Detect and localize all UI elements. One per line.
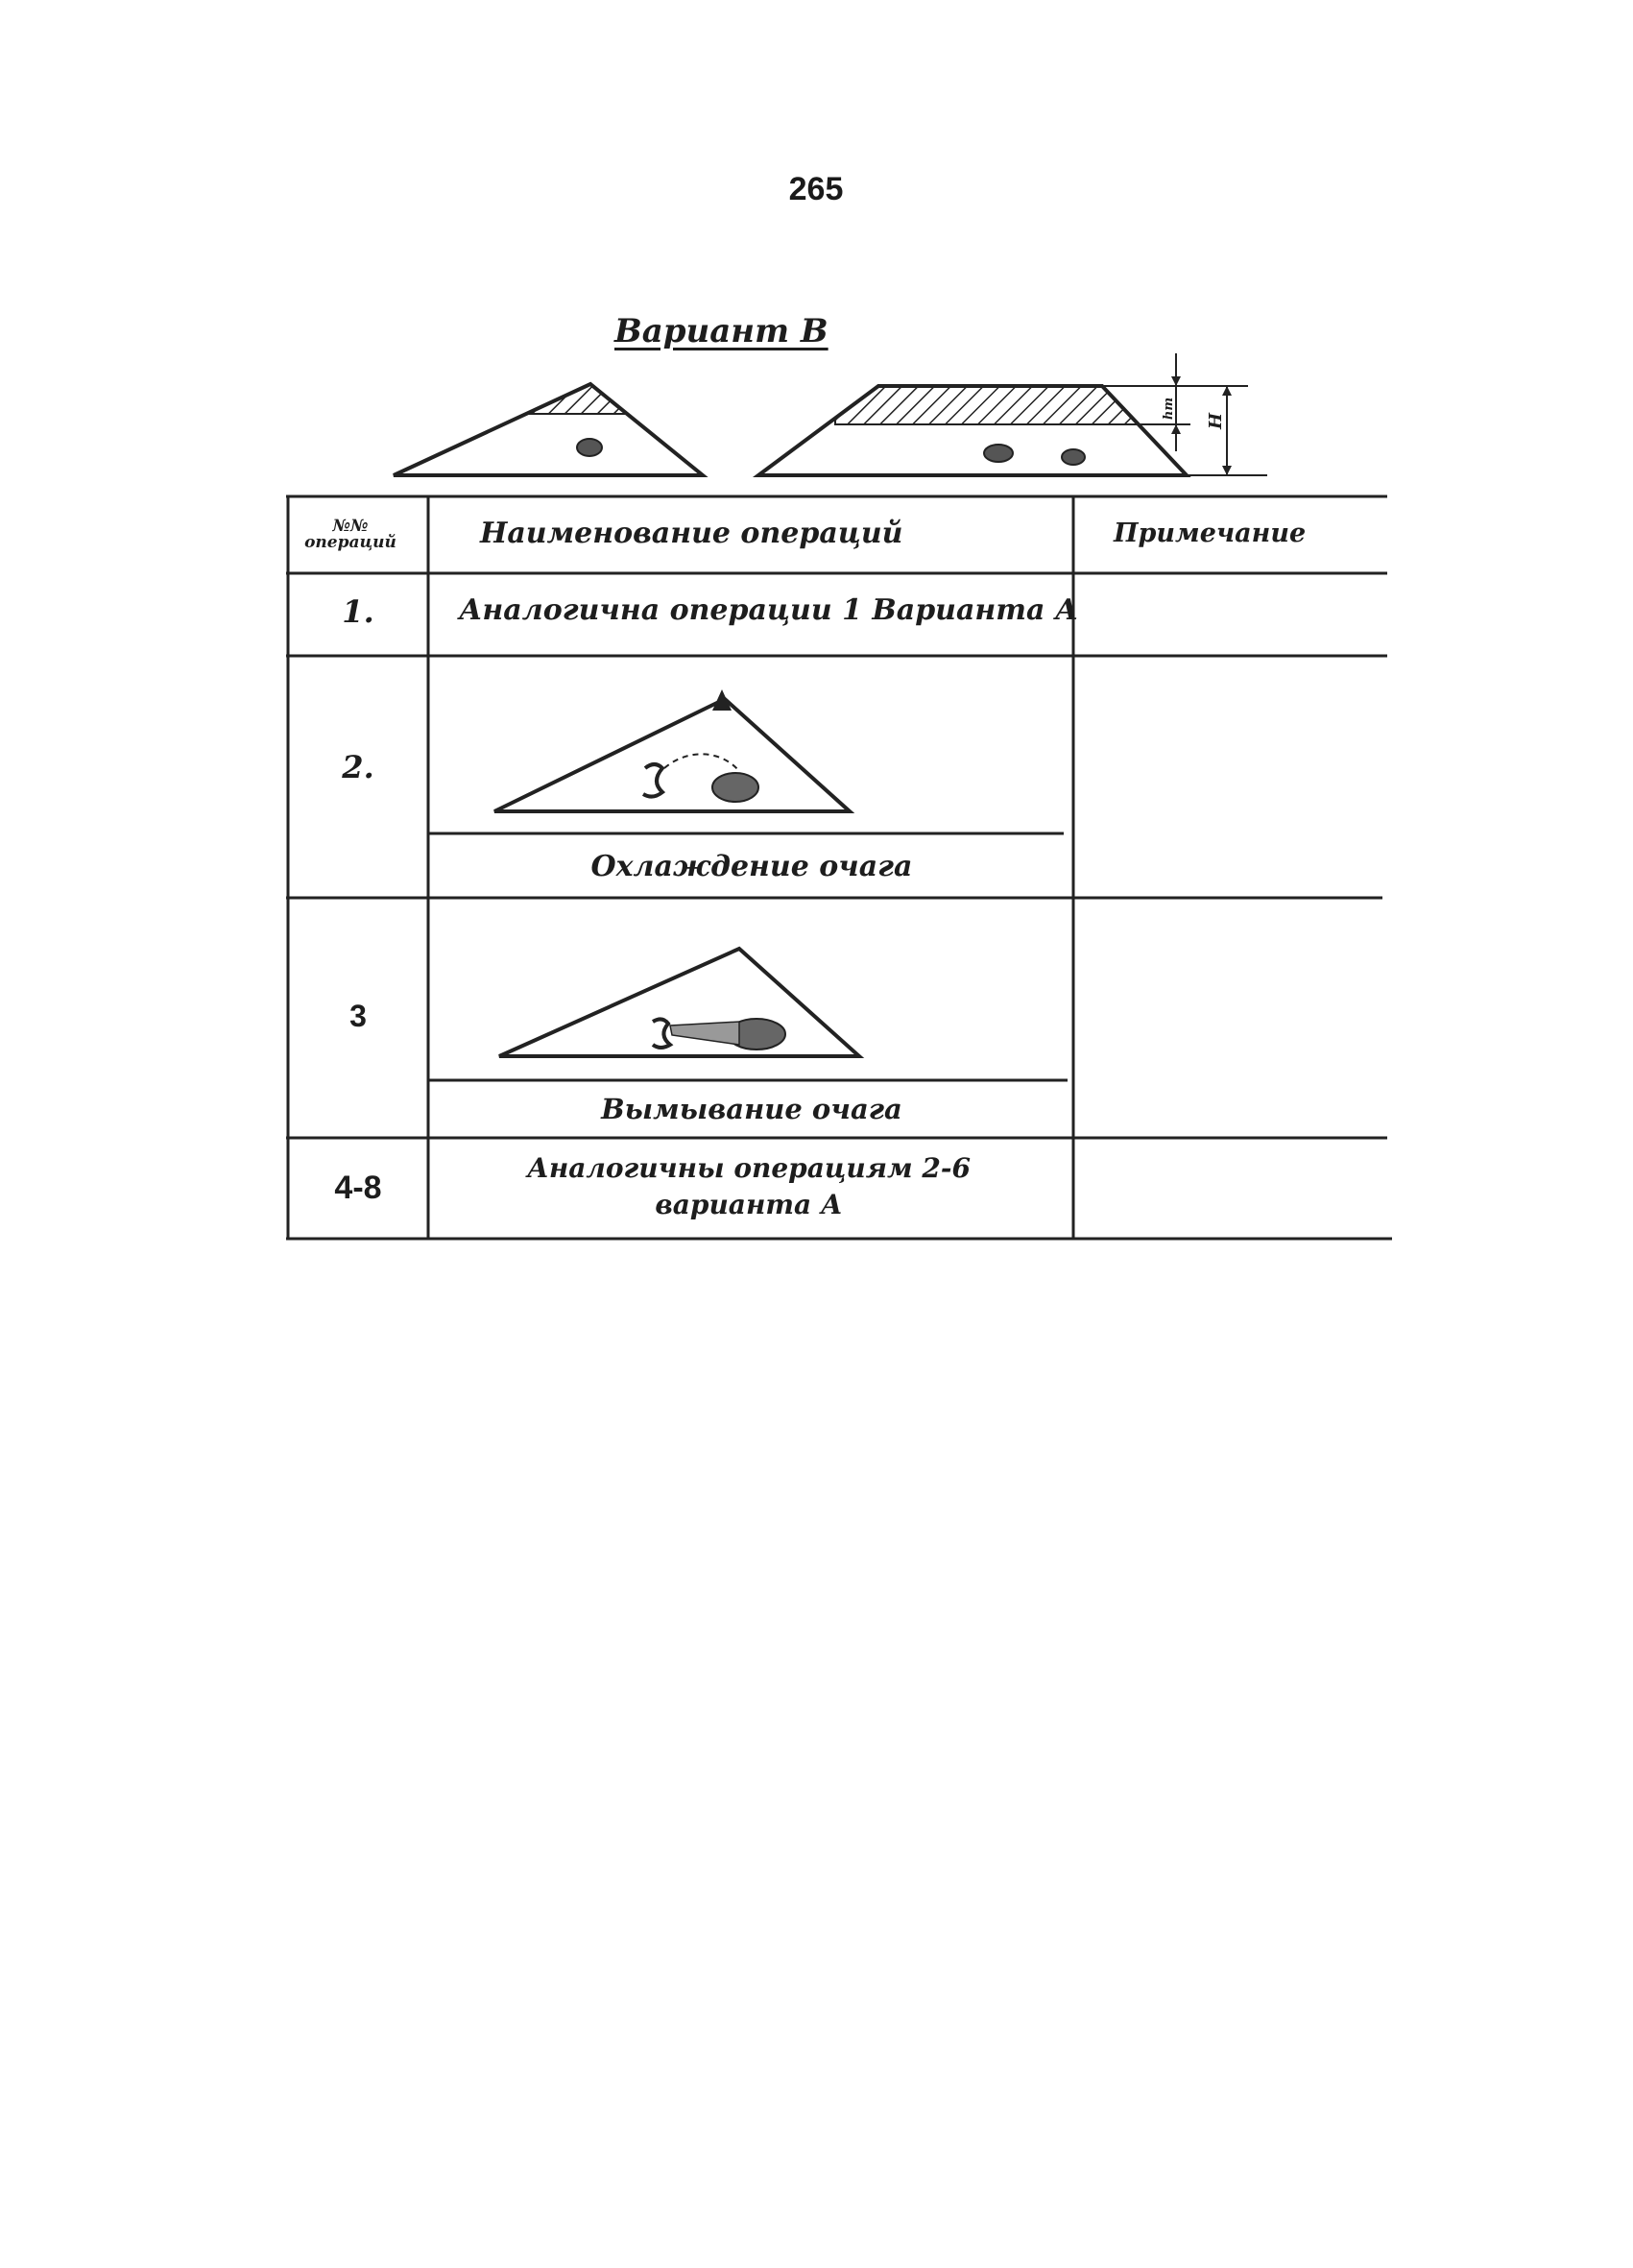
row-1-number: 1. (342, 593, 374, 630)
variant-title: Вариант В (614, 312, 829, 350)
header-note: Примечание (1114, 519, 1307, 548)
washing-illustration (499, 949, 859, 1056)
hotspot-icon (712, 773, 758, 802)
dimension-h-label: H (1206, 412, 1227, 430)
row-2-number: 2. (342, 749, 374, 785)
page-number: 265 (788, 171, 844, 207)
row-4-name-line2: варианта А (655, 1189, 843, 1220)
nozzle-icon (643, 764, 662, 797)
hotspot-icon (1062, 449, 1085, 465)
cooling-illustration (494, 689, 850, 811)
dimension-hm-label: hm (1162, 397, 1177, 421)
hotspot-icon (577, 439, 602, 456)
row-3-caption: Вымывание очага (601, 1093, 902, 1125)
row-4-number: 4-8 (334, 1170, 382, 1206)
header-name: Наименование операций (480, 517, 903, 550)
row-2-caption: Охлаждение очага (590, 850, 913, 883)
nozzle-icon (653, 1019, 670, 1048)
row-3-number: 3 (349, 999, 367, 1033)
row-4-name (442, 1150, 1056, 1223)
pile-triangle-diagram (394, 384, 703, 475)
header-number: №№ операций (304, 517, 396, 552)
pile-trapezoid-diagram (758, 353, 1267, 475)
row-4-name-line1: Аналогичны операциям 2-6 (527, 1152, 971, 1184)
row-1-name: Аналогична операции 1 Варианта А (459, 593, 1079, 627)
hotspot-icon (984, 445, 1013, 462)
